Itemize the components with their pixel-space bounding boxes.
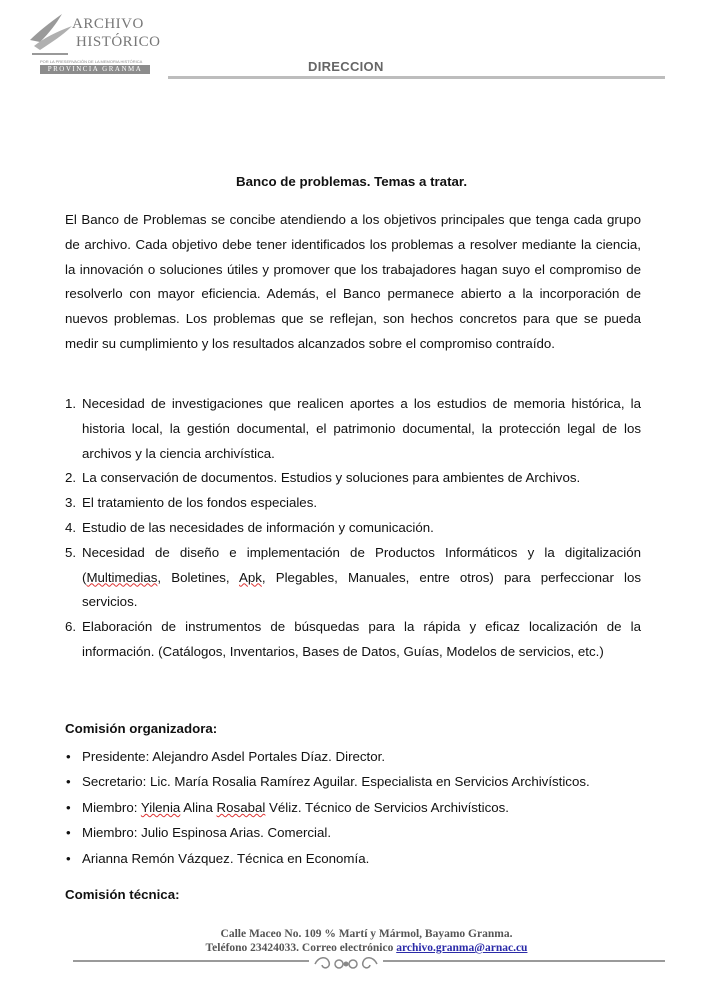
bullet-icon: • — [66, 774, 71, 790]
logo-line-2: HISTÓRICO — [76, 34, 161, 50]
logo-line-1: ARCHIVO — [72, 16, 144, 32]
member-text-post: Véliz. Técnico de Servicios Archivísticos. — [265, 799, 509, 815]
intro-paragraph: El Banco de Problemas se concibe atendiendo a los objetivos principales que tenga cada grupo de archivo. Cada objetivo debe tener identificados los problemas a resolver mediante la ciencia, la innovación o soluciones útiles y promover que los trabajadores hagan suyo el compromiso de resolverlo con mayor eficiencia. Además, el Banco permanece abierto a la incorporación de nuevos problemas. Los problemas que se reflejan, son hechos concretos para que se pueda medir su cumplimiento y los resultados alcanzados sobre el compromiso contraído. — [65, 212, 641, 351]
list-item — [65, 795, 665, 820]
member-text: Secretario: Lic. María Rosalia Ramírez Aguilar. Especialista en Servicios Archivísticos. — [82, 774, 590, 790]
member-text-mid: Alina — [180, 799, 217, 815]
bullet-icon: • — [66, 799, 71, 815]
logo-province: PROVINCIA GRANMA — [40, 65, 150, 74]
member-text: Miembro: Julio Espinosa Arias. Comercial. — [82, 825, 332, 841]
item-text: El tratamiento de los fondos especiales. — [82, 495, 318, 511]
list-item — [65, 744, 665, 769]
member-text: Presidente: Alejandro Asdel Portales Díaz. Director. — [82, 749, 386, 764]
footer-address: Calle Maceo No. 109 % Martí y Mármol, Bayamo Granma. — [220, 928, 513, 940]
problem-list — [65, 392, 641, 665]
list-item — [65, 491, 641, 516]
member-text-pre: Miembro: — [82, 799, 141, 815]
ornament-icon — [309, 954, 383, 974]
item-text: Elaboración de instrumentos de búsquedas para la rápida y eficaz localización de la información. (Catálogos, Inventarios, Bases de Datos, Guías, Modelos de servicios, etc.) — [82, 619, 641, 659]
footer-contact — [0, 942, 703, 954]
header-title: DIRECCION — [308, 59, 384, 74]
organizing-committee-title: Comisión organizadora: — [65, 721, 218, 736]
item-text-a: Necesidad de diseño e implementación de Productos Informáticos y la digitalización ( — [82, 544, 641, 585]
bullet-icon: • — [66, 850, 71, 866]
list-item — [65, 392, 641, 466]
document-title: Banco de problemas. Temas a tratar. — [235, 174, 468, 189]
spellcheck-word: Rosabal — [216, 799, 266, 815]
list-item — [65, 769, 665, 794]
spellcheck-word: Multimedias — [86, 569, 158, 585]
list-item — [65, 541, 641, 615]
item-text: La conservación de documentos. Estudios y soluciones para ambientes de Archivos. — [82, 470, 581, 486]
item-text-c: , Plegables, Manuales, entre otros) para perfeccionar los servicios. — [82, 569, 642, 610]
bullet-icon: • — [66, 749, 71, 764]
item-number: 6. — [65, 619, 77, 635]
spellcheck-word: Apk — [239, 569, 262, 585]
spellcheck-word: Yilenia — [140, 799, 181, 815]
list-item — [65, 846, 665, 871]
list-item — [65, 615, 641, 665]
item-text-b: , Boletines, — [157, 569, 239, 585]
logo-tagline: POR LA PRESERVACIÓN DE LA MEMORIA HISTÓRICA — [40, 59, 143, 64]
technical-committee-title: Comisión técnica: — [65, 887, 180, 902]
list-item — [65, 820, 665, 845]
item-number: 4. — [65, 519, 77, 535]
quill-emblem-icon — [28, 10, 78, 58]
item-number: 5. — [65, 544, 77, 560]
member-text: Arianna Remón Vázquez. Técnica en Economía. — [82, 850, 370, 866]
list-item — [65, 516, 641, 541]
footer-phone: Teléfono 23424033. Correo electrónico — [205, 942, 397, 954]
item-number: 3. — [65, 495, 77, 511]
email-link[interactable]: archivo.granma@arnac.cu — [396, 942, 528, 954]
item-number: 1. — [65, 396, 77, 411]
header-divider — [168, 76, 665, 79]
item-text: Necesidad de investigaciones que realicen aportes a los estudios de memoria histórica, la historia local, la gestión documental, el patrimonio documental, la protección legal de los archivos y la ciencia archivística. — [82, 396, 641, 461]
item-text: Estudio de las necesidades de información y comunicación. — [82, 519, 434, 535]
bullet-icon: • — [66, 825, 71, 841]
archivo-historico-logo — [28, 10, 161, 76]
organizing-committee-list — [65, 744, 665, 871]
item-number: 2. — [65, 470, 77, 486]
list-item — [65, 466, 641, 491]
